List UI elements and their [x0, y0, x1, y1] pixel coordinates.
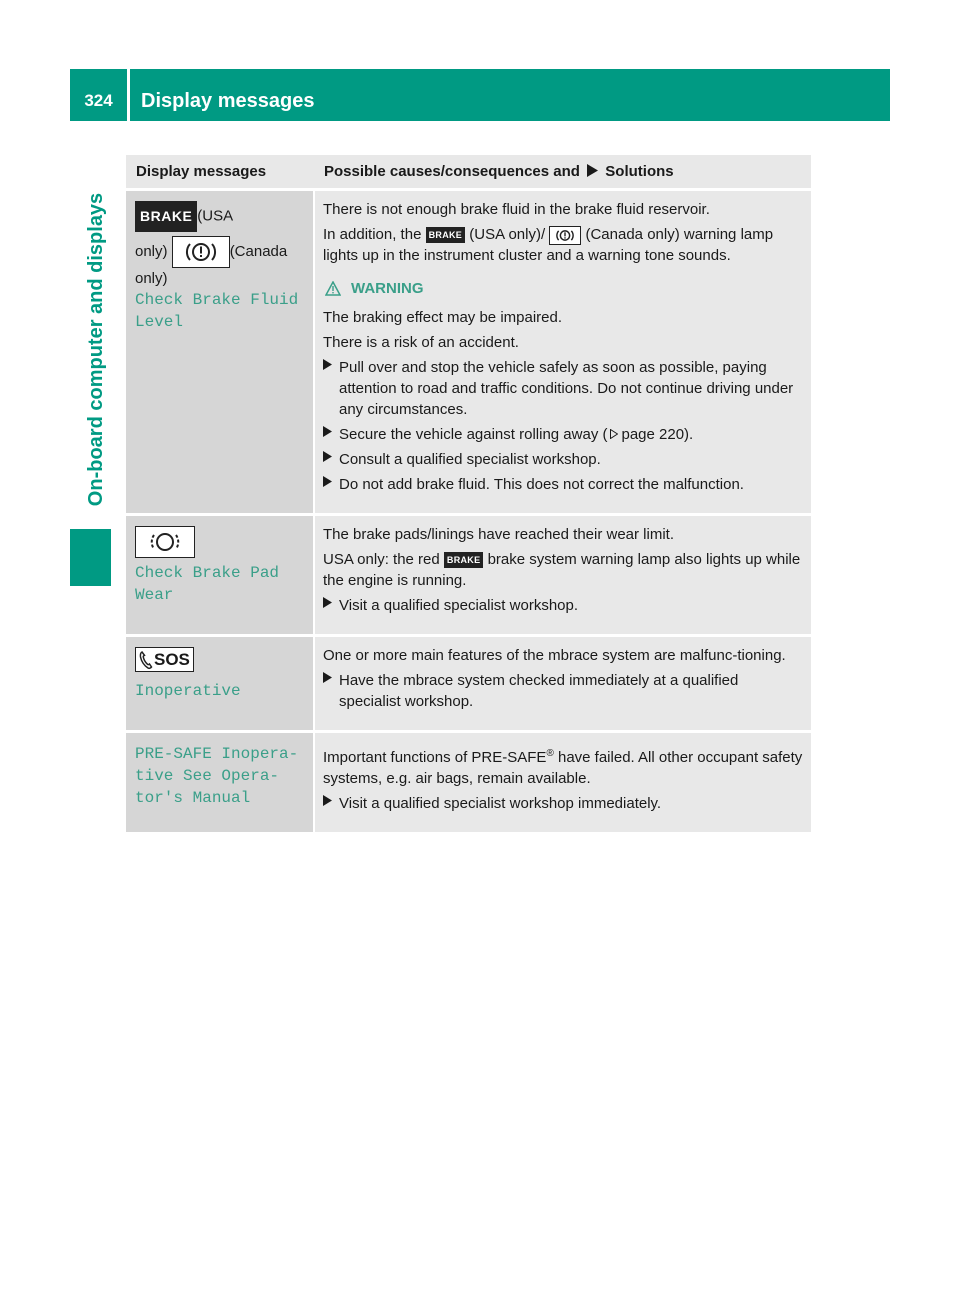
instruction-step — [323, 474, 804, 495]
solution-cell — [314, 732, 811, 834]
instruction-step — [323, 449, 804, 470]
cause-text — [323, 549, 804, 591]
brake-warning-icon-small: BRAKE — [426, 227, 466, 243]
solution-cell — [314, 190, 811, 515]
step-text: Do not add brake fluid. This does not correct the malfunction. — [339, 476, 744, 493]
cause-text: The brake pads/linings have reached their wear limit. — [323, 526, 675, 543]
table-row — [126, 732, 811, 834]
side-section-text: On-board computer and displays — [85, 192, 108, 506]
warning-text: There is a risk of an accident. — [323, 334, 519, 351]
message-cell — [126, 636, 314, 732]
solution-cell — [314, 515, 811, 636]
column-header-messages: Display messages — [126, 155, 314, 190]
warning-heading — [323, 278, 804, 299]
table-row — [126, 515, 811, 636]
step-text: Pull over and stop the vehicle safely as soon as possible, paying attention to road and traffic conditions. Do not continue driving under any circumstances. — [339, 359, 794, 418]
instruction-step — [323, 357, 804, 420]
solution-cell — [314, 636, 811, 732]
usa-label-2: only) — [135, 242, 168, 260]
table-row — [126, 636, 811, 732]
cause-text-part: In addition, the — [323, 226, 422, 243]
page-title: Display messages — [141, 90, 315, 112]
header-divider — [127, 69, 130, 121]
column-header-solutions — [314, 155, 811, 190]
step-text — [339, 424, 804, 445]
side-tab-block — [70, 529, 111, 586]
usa-label: (USA — [197, 207, 234, 225]
warning-triangle-icon — [325, 281, 341, 296]
arrow-right-icon — [323, 449, 339, 470]
registered-mark: ® — [546, 748, 554, 759]
arrow-right-icon — [323, 357, 339, 420]
brake-circle-icon-small — [549, 226, 581, 245]
display-message-text: Check Brake Fluid Level — [135, 291, 299, 331]
cause-text — [323, 224, 804, 266]
side-section-label — [68, 168, 126, 530]
step-text: Visit a qualified specialist workshop immediately. — [339, 795, 662, 812]
step-text-part: Secure the vehicle against rolling away ( — [339, 426, 608, 443]
cause-text-part: (Canada only) warning lamp lights up in the instrument cluster and a warning tone sounds. — [323, 226, 774, 264]
warning-text: The braking effect may be impaired. — [323, 309, 563, 326]
arrow-right-icon — [323, 474, 339, 495]
cause-text-part: USA only: the red — [323, 551, 440, 568]
instruction-step — [323, 595, 804, 616]
column-header-solutions-post: Solutions — [605, 163, 674, 180]
page-number: 324 — [84, 91, 113, 110]
instruction-step — [323, 670, 804, 712]
canada-label-2: only) — [135, 270, 168, 287]
warning-label: WARNING — [351, 280, 424, 297]
page-reference-icon — [610, 429, 618, 439]
message-cell — [126, 515, 314, 636]
display-messages-table — [126, 155, 811, 835]
instruction-step — [323, 424, 804, 445]
instruction-step — [323, 793, 804, 814]
sos-label: SOS — [154, 650, 190, 669]
cause-text-part: have failed. All other occupant safety systems, e.g. air bags, remain available. — [323, 749, 803, 787]
cause-text: There is not enough brake fluid in the brake fluid reservoir. — [323, 201, 710, 218]
step-text: Have the mbrace system checked immediately at a qualified specialist workshop. — [339, 672, 739, 710]
sos-phone-icon — [135, 647, 194, 672]
message-cell — [126, 732, 314, 834]
cause-text — [323, 743, 804, 789]
page-reference-link[interactable]: page 220). — [621, 426, 694, 443]
table-header-row — [126, 155, 811, 190]
canada-label: (Canada — [229, 242, 288, 260]
arrow-right-icon — [323, 793, 339, 814]
brake-warning-icon: BRAKE — [135, 201, 197, 232]
display-message-text: Check Brake Pad Wear — [135, 564, 280, 604]
cause-text: One or more main features of the mbrace system are malfunc-tioning. — [323, 647, 786, 664]
message-cell — [126, 190, 314, 515]
step-text: Visit a qualified specialist workshop. — [339, 597, 579, 614]
arrow-right-icon — [323, 670, 339, 712]
arrow-right-icon — [323, 424, 339, 445]
cause-text-part: Important functions of PRE-SAFE — [323, 749, 547, 766]
display-message-text: Inoperative — [135, 681, 241, 700]
column-header-solutions-pre: Possible causes/consequences and — [324, 163, 580, 180]
arrow-right-icon — [587, 164, 598, 177]
brake-warning-icon-small: BRAKE — [444, 552, 484, 568]
cause-text-part: brake system warning lamp also lights up while the engine is running. — [323, 551, 801, 589]
brake-pad-wear-icon — [135, 526, 195, 558]
step-text: Consult a qualified specialist workshop. — [339, 451, 601, 468]
brake-circle-icon — [172, 236, 230, 268]
display-message-text: PRE-SAFE Inopera‐ tive See Opera‐ tor's Manual — [135, 745, 299, 807]
arrow-right-icon — [323, 595, 339, 616]
table-row — [126, 190, 811, 515]
cause-text-part: (USA only)/ — [469, 226, 546, 243]
